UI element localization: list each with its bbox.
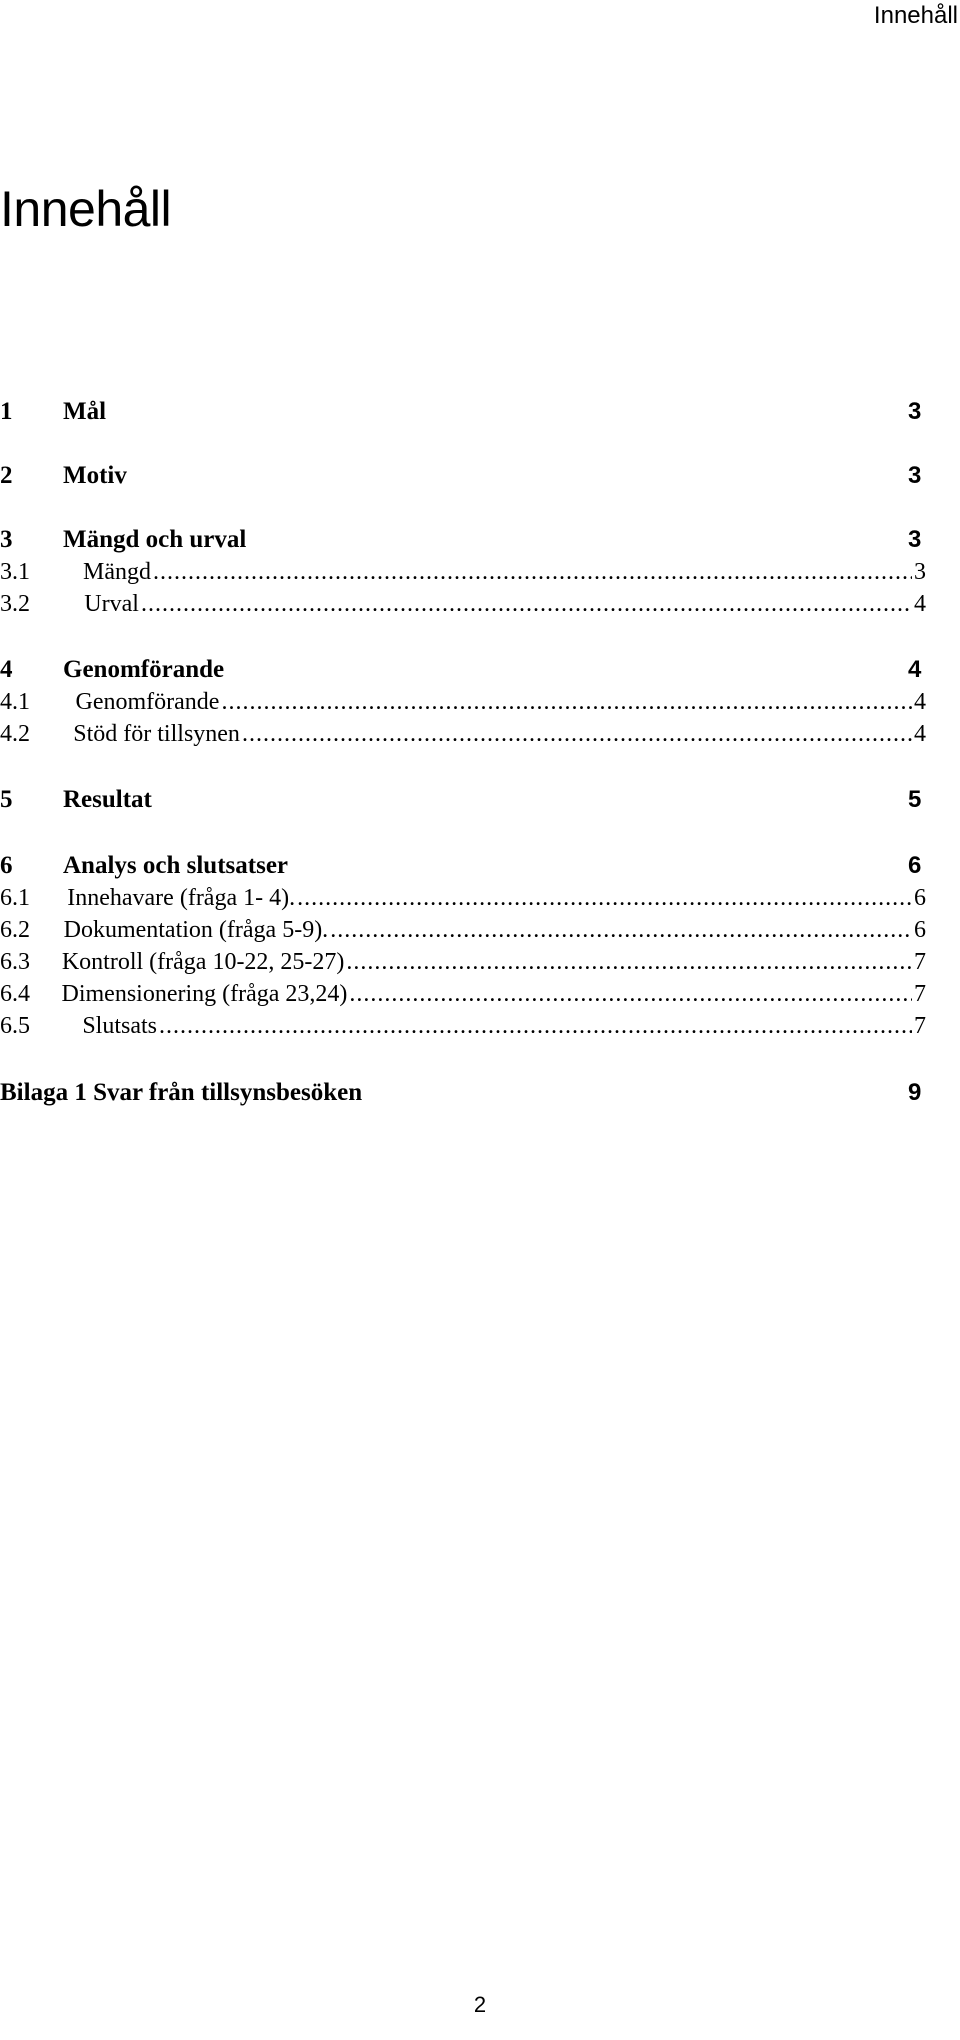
toc-label: Genomförande bbox=[75, 689, 220, 715]
toc-number: 6 bbox=[0, 852, 13, 879]
toc-leader bbox=[221, 689, 912, 716]
toc-label: Bilaga 1 Svar från tillsynsbesöken bbox=[0, 1079, 363, 1106]
toc-entry-4-2[interactable] bbox=[0, 721, 926, 755]
toc-entry-6-2[interactable] bbox=[0, 917, 926, 951]
toc-entry-6-3[interactable] bbox=[0, 949, 926, 983]
toc-page: 3 bbox=[908, 526, 922, 553]
toc-entry-3-1[interactable] bbox=[0, 559, 926, 593]
toc-entry-2[interactable] bbox=[0, 462, 922, 496]
toc-page: 5 bbox=[908, 786, 922, 813]
page-number: 2 bbox=[473, 1992, 487, 2017]
toc-label: Mängd bbox=[82, 559, 151, 585]
toc-entry-3[interactable] bbox=[0, 526, 922, 560]
toc-label: Motiv bbox=[63, 462, 127, 489]
toc-entry-1[interactable] bbox=[0, 398, 922, 432]
toc-entry-4-1[interactable] bbox=[0, 689, 926, 723]
toc-number: 6.5 bbox=[0, 1013, 30, 1039]
toc-leader bbox=[159, 1013, 912, 1040]
toc-page: 4 bbox=[914, 689, 926, 715]
toc-entry-4[interactable] bbox=[0, 656, 922, 690]
toc-label: Stöd för tillsynen bbox=[73, 721, 240, 747]
toc-number: 1 bbox=[0, 398, 13, 425]
running-header: Innehåll bbox=[873, 2, 958, 29]
toc-number: 3.2 bbox=[0, 591, 30, 617]
toc-leader bbox=[141, 591, 912, 618]
toc-number: 5 bbox=[0, 786, 13, 813]
toc-leader bbox=[153, 559, 912, 586]
toc-entry-5[interactable] bbox=[0, 786, 922, 820]
toc-number: 6.1 bbox=[0, 885, 30, 911]
toc-number: 6.3 bbox=[0, 949, 30, 975]
toc-label: Analys och slutsatser bbox=[63, 852, 289, 879]
toc-page: 3 bbox=[914, 559, 926, 585]
toc-label: Slutsats bbox=[82, 1013, 158, 1039]
toc-label: Urval bbox=[84, 591, 139, 617]
toc-label: Mål bbox=[63, 398, 107, 425]
toc-page: 3 bbox=[908, 398, 922, 425]
toc-number: 4.2 bbox=[0, 721, 30, 747]
toc-page: 4 bbox=[914, 591, 926, 617]
toc-entry-appendix-1[interactable] bbox=[0, 1079, 922, 1113]
toc-entry-3-2[interactable] bbox=[0, 591, 926, 625]
toc-leader bbox=[330, 917, 912, 944]
toc-label: Resultat bbox=[63, 786, 152, 813]
toc-number: 3 bbox=[0, 526, 13, 553]
toc-page: 6 bbox=[914, 885, 926, 911]
toc-leader bbox=[346, 949, 912, 976]
toc-page: 9 bbox=[908, 1079, 922, 1106]
toc-entry-6-5[interactable] bbox=[0, 1013, 926, 1047]
toc-label: Mängd och urval bbox=[63, 526, 247, 553]
toc-label: Dokumentation (fråga 5-9). bbox=[63, 917, 329, 943]
toc-entry-6-1[interactable] bbox=[0, 885, 926, 919]
toc-number: 6.2 bbox=[0, 917, 30, 943]
toc-label: Dimensionering (fråga 23,24) bbox=[61, 981, 348, 1007]
toc-page: 7 bbox=[914, 949, 926, 975]
toc-leader bbox=[297, 885, 912, 912]
toc-label: Kontroll (fråga 10-22, 25-27) bbox=[61, 949, 345, 975]
toc-leader bbox=[242, 721, 912, 748]
toc-number: 4 bbox=[0, 656, 13, 683]
page-title: Innehåll bbox=[0, 181, 172, 237]
toc-number: 6.4 bbox=[0, 981, 30, 1007]
toc-label: Innehavare (fråga 1- 4). bbox=[67, 885, 296, 911]
toc-page: 6 bbox=[908, 852, 922, 879]
toc-entry-6[interactable] bbox=[0, 852, 922, 886]
toc-leader bbox=[349, 981, 912, 1008]
toc-page: 7 bbox=[914, 1013, 926, 1039]
toc-page: 6 bbox=[914, 917, 926, 943]
toc-entry-6-4[interactable] bbox=[0, 981, 926, 1015]
toc-page: 3 bbox=[908, 462, 922, 489]
toc-number: 2 bbox=[0, 462, 13, 489]
toc-page: 4 bbox=[908, 656, 922, 683]
toc-page: 4 bbox=[914, 721, 926, 747]
toc-number: 3.1 bbox=[0, 559, 30, 585]
toc-page: 7 bbox=[914, 981, 926, 1007]
toc-number: 4.1 bbox=[0, 689, 30, 715]
toc-label: Genomförande bbox=[63, 656, 225, 683]
